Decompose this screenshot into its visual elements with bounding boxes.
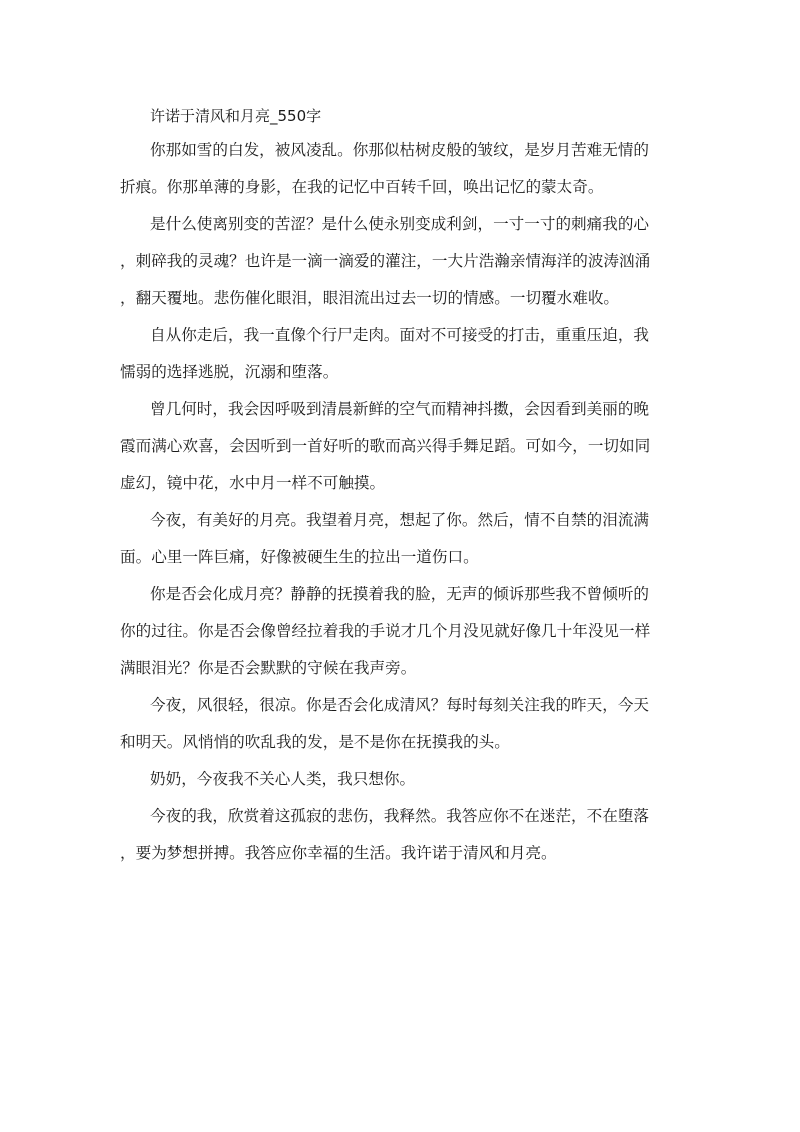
paragraph-line: 今夜，风很轻，很凉。你是否会化成清风？每时每刻关注我的昨天，今天 (150, 696, 650, 714)
paragraph-7 (120, 687, 680, 761)
paragraph-line: 懦弱的选择逃脱，沉溺和堕落。 (120, 363, 339, 381)
paragraph-line: 曾几何时，我会因呼吸到清晨新鲜的空气而精神抖擞，会因看到美丽的晚 (150, 400, 650, 418)
paragraph-line: 你是否会化成月亮？静静的抚摸着我的脸，无声的倾诉那些我不曾倾听的 (150, 585, 650, 603)
paragraph-line: 折痕。你那单薄的身影，在我的记忆中百转千回，唤出记忆的蒙太奇。 (120, 178, 604, 196)
paragraph-3 (120, 317, 680, 391)
document-page (120, 100, 680, 872)
paragraph-line: 自从你走后，我一直像个行尸走肉。面对不可接受的打击，重重压迫，我 (150, 326, 650, 344)
paragraph-8 (120, 761, 680, 798)
paragraph-4 (120, 391, 680, 502)
paragraph-2 (120, 206, 680, 317)
paragraph-line: ，刺碎我的灵魂？也许是一滴一滴爱的灌注，一大片浩瀚亲情海洋的波涛汹涌 (120, 252, 651, 270)
paragraph-line: 满眼泪光？你是否会默默的守候在我声旁。 (120, 659, 417, 677)
paragraph-line: 是什么使离别变的苦涩？是什么使永别变成利剑，一寸一寸的刺痛我的心 (150, 215, 650, 233)
paragraph-line: ，翻天覆地。悲伤催化眼泪，眼泪流出过去一切的情感。一切覆水难收。 (120, 289, 620, 307)
paragraph-line: 你那如雪的白发，被风凌乱。你那似枯树皮般的皱纹，是岁月苦难无情的 (150, 141, 650, 159)
paragraph-6 (120, 576, 680, 687)
paragraph-line: 今夜，有美好的月亮。我望着月亮，想起了你。然后，情不自禁的泪流满 (150, 511, 650, 529)
paragraph-line: ，要为梦想拼搏。我答应你幸福的生活。我许诺于清风和月亮。 (120, 844, 557, 862)
paragraph-line: 奶奶，今夜我不关心人类，我只想你。 (150, 770, 416, 788)
paragraph-9 (120, 798, 680, 872)
paragraph-line: 霞而满心欢喜，会因听到一首好听的歌而高兴得手舞足蹈。可如今，一切如同 (120, 437, 651, 455)
paragraph-1 (120, 132, 680, 206)
paragraph-line: 虚幻，镜中花，水中月一样不可触摸。 (120, 474, 386, 492)
document-title: 许诺于清风和月亮_550字 (150, 107, 322, 125)
paragraph-line: 今夜的我，欣赏着这孤寂的悲伤，我释然。我答应你不在迷茫，不在堕落 (150, 807, 650, 825)
paragraph-line: 面。心里一阵巨痛，好像被硬生生的拉出一道伤口。 (120, 548, 479, 566)
paragraph-5 (120, 502, 680, 576)
paragraph-line: 和明天。风悄悄的吹乱我的发，是不是你在抚摸我的头。 (120, 733, 510, 751)
paragraph-line: 你的过往。你是否会像曾经拉着我的手说才几个月没见就好像几十年没见一样 (120, 622, 651, 640)
